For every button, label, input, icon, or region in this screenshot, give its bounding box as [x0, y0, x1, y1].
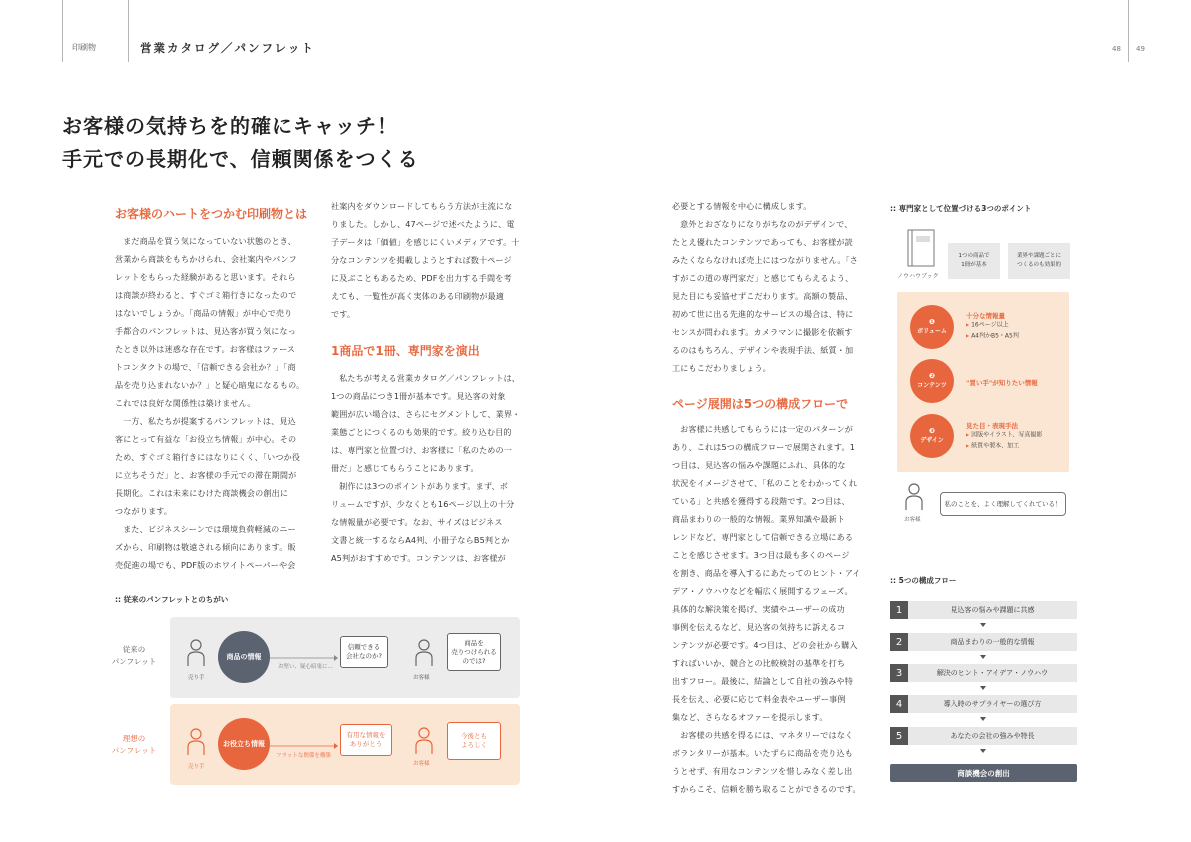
customer-icon	[414, 638, 434, 668]
body-line: はないでしょうか。「商品の情報」が中心で売り	[115, 308, 293, 318]
body-line: を割き、商品を導入するにあたってのヒント・アイ	[672, 568, 861, 578]
body-line: に立ちそうだ」と、お客様の手元での滞在期間が	[115, 470, 297, 480]
flow-step-1: 1 見込客の悩みや課題に共感	[890, 601, 1077, 619]
body-line: 長を伝え、必要に応じて料金表やユーザー事例	[672, 694, 846, 704]
flow-arrow	[980, 717, 986, 721]
point1-text: 十分な情報量 ▶ 16ページ以上 ▶ A4判かB5・A5判	[966, 311, 1066, 341]
flow-arrow	[980, 749, 986, 753]
seller-icon	[186, 638, 206, 668]
body-line: 必要とする情報を中心に構成します。	[672, 201, 812, 211]
body-line: すればいいか、競合との比較検討の基準を打ち	[672, 658, 846, 668]
point3-circle: ❸ デザイン	[910, 414, 954, 458]
body-line: 工にもこだわりましょう。	[672, 363, 771, 373]
point2-circle: ❷ コンテンツ	[910, 359, 954, 403]
col3-body	[672, 197, 864, 377]
header-divider	[62, 0, 63, 62]
body-line: 集など、さらなるオファーを提示します。	[672, 712, 828, 722]
body-line: は商談が終わると、すぐゴミ箱行きになったので	[115, 290, 297, 300]
point3-text: 見た目・表現手法 ▶ 図版やイラスト、写真撮影 ▶ 紙質や製本、加工	[966, 421, 1066, 451]
new-circle: お役立ち情報	[218, 718, 270, 770]
body-line: えても、一覧性が高く実体のある印刷物が最適	[331, 291, 505, 301]
body-line: 客にとって有益な「お役立ち情報」が中心。その	[115, 434, 297, 444]
body-line: は、専門家と位置づけ、お客様に「私のための一	[331, 445, 513, 455]
section3-heading: ページ展開は5つの構成フローで	[672, 397, 849, 411]
body-line: 子データは「価値」を感じにくいメディアです。十	[331, 237, 520, 247]
header-divider	[128, 0, 129, 62]
section1-body	[115, 232, 305, 574]
body-line: 見た目にも妥協せずこだわります。高額の製品、	[672, 291, 853, 301]
new-customer-label: お客様	[413, 761, 430, 767]
header-title: 営業カタログ／パンフレット	[140, 41, 315, 55]
body-line: に及ぶこともあるため、PDFを出力する手間を考	[331, 273, 512, 283]
body-line: 範囲が広い場合は、さらにセグメントして、業界・	[331, 409, 521, 419]
body-line: 手都合のパンフレットは、見込客が買う気になっ	[115, 326, 296, 336]
body-line: ことを感じさせます。3つ目は最も多くのページ	[672, 550, 850, 560]
customer-icon	[904, 482, 924, 512]
body-line: 営業から商談をもちかけられ、会社案内やパンフ	[115, 254, 297, 264]
body-line: リュームですが、少なくとも16ページ以上の十分	[331, 499, 515, 509]
body-line: 冊だ」と感じてもらうことにあります。	[331, 463, 479, 473]
body-line: 商品まわりの一般的な情報。業界知識や最新ト	[672, 514, 846, 524]
body-line: 業態ごとにつくるのも効果的です。絞り込む目的	[331, 427, 512, 437]
body-line: つながります。	[115, 506, 173, 516]
body-line: ンテンツが必要です。4つ目は、どの会社から購入	[672, 640, 858, 650]
body-line: るのはもちろん、デザインや表現手法、紙質・加	[672, 345, 854, 355]
body-line: 売促進の場でも、PDF版のホワイトペーパーや会	[115, 560, 296, 570]
headline-line2: 手元での長期化で、信頼関係をつくる	[62, 147, 419, 171]
section2-heading: 1商品で1冊、専門家を演出	[331, 344, 480, 358]
body-line: 事例を伝えるなど、見込客の気持ちに訴えるコ	[672, 622, 846, 632]
section2-body	[331, 369, 526, 567]
body-line: すからこそ、信頼を勝ち取ることができるのです。	[672, 784, 861, 794]
points-customer-quote: 私のことを、よく理解してくれている！	[940, 492, 1066, 516]
body-line: 一方、私たちが提案するパンフレットは、見込	[123, 416, 296, 426]
body-line: また、ビジネスシーンでは環境負荷軽減のニー	[123, 524, 296, 534]
points-box1: 1つの商品で 1冊が基本	[948, 243, 1000, 279]
header-category: 印刷物	[72, 43, 96, 52]
customer-icon	[414, 726, 434, 756]
new-arrow	[270, 742, 338, 750]
new-label: 理想の パンフレット	[111, 734, 157, 755]
old-note: お堅い、疑心暗鬼に…	[278, 664, 334, 670]
points-box2: 業界や課題ごとに つくるのも効果的	[1008, 243, 1070, 279]
body-line: 1つの商品につき1冊が基本です。見込客の対象	[331, 391, 506, 401]
flow-title: :: 5つの構成フロー	[890, 576, 957, 585]
new-note: フラットな関係を構築	[276, 753, 331, 759]
old-label: 従来の パンフレット	[111, 645, 157, 666]
body-line: みたくならなければ売上にはつながりません。「さ	[672, 255, 859, 265]
points-customer-label: お客様	[904, 517, 921, 523]
page-number-right: 49	[1136, 45, 1145, 53]
body-line: ボランタリーが基本。いたずらに商品を売り込も	[672, 748, 854, 758]
new-bubble2: 今後とも よろしく	[447, 722, 501, 760]
body-line: まだ商品を買う気になっていない状態のとき、	[123, 236, 296, 246]
body-line: 長期化。これは未来にむけた商談機会の創出に	[115, 488, 289, 498]
body-line: ている」と共感を獲得する段階です。2つ目は、	[672, 496, 850, 506]
body-line: センスが問われます。カメラマンに撮影を依頼す	[672, 327, 853, 337]
col2-body	[331, 197, 526, 323]
body-line: たとえ優れたコンテンツであっても、お客様が読	[672, 237, 853, 247]
body-line: ズから、印刷物は敬遠される傾向にあります。販	[115, 542, 296, 552]
body-line: です。	[331, 309, 356, 319]
old-bubble2: 商品を 売りつけられる のでは?	[447, 633, 501, 671]
book-label: ノウハウブック	[897, 273, 939, 280]
flow-arrow	[980, 655, 986, 659]
body-line: 私たちが考える営業カタログ／パンフレットは、	[339, 373, 521, 383]
old-circle: 商品の情報	[218, 631, 270, 683]
comparison-title: :: 従来のパンフレットとのちがい	[115, 595, 229, 604]
body-line: つ目は、見込客の悩みや課題にふれ、具体的な	[672, 460, 846, 470]
body-line: レットをもらった経験があると思います。それら	[115, 272, 296, 282]
flow-arrow	[980, 686, 986, 690]
body-line: すがこの道の専門家だ」と感じてもらえるよう、	[672, 273, 854, 283]
section3-body	[672, 420, 864, 798]
body-line: あり、これは5つの構成フローで展開されます。1	[672, 442, 856, 452]
point1-circle: ❶ ボリューム	[910, 305, 954, 349]
flow-step-4: 4 導入時のサプライヤーの選び方	[890, 695, 1077, 713]
new-seller-label: 売り手	[188, 764, 205, 770]
old-arrow	[270, 654, 338, 662]
body-line: 文書と統一するならA4判、小冊子ならB5判とか	[331, 535, 510, 545]
body-line: うとせず、有用なコンテンツを惜しみなく差し出	[672, 766, 853, 776]
body-line: たとき以外は迷惑な存在です。お客様はファース	[115, 344, 296, 354]
body-line: 具体的な解決策を掲げ、実績やユーザーの成功	[672, 604, 845, 614]
body-line: りました。しかし、47ページで述べたように、電	[331, 219, 515, 229]
flow-final: 商談機会の創出	[890, 764, 1077, 782]
body-line: デア・ノウハウなどを幅広く展開するフェーズ。	[672, 586, 853, 596]
book-icon	[906, 228, 936, 268]
body-line: お客様に共感してもらうには一定のパターンが	[680, 424, 854, 434]
flow-step-5: 5 あなたの会社の強みや特長	[890, 727, 1077, 745]
old-customer-label: お客様	[413, 675, 430, 681]
body-line: 社案内をダウンロードしてもらう方法が主流にな	[331, 201, 513, 211]
body-line: 意外とおざなりになりがちなのがデザインで、	[680, 219, 853, 229]
body-line: 制作には3つのポイントがあります。まず、ボ	[339, 481, 508, 491]
body-line: トコンタクトの場で、「信頼できる会社か？」「商	[115, 362, 296, 372]
old-bubble1: 信頼できる 会社なのか?	[340, 636, 388, 668]
new-bubble1: 有用な情報を ありがとう	[340, 724, 392, 756]
body-line: 出すフロー。最後に、結論として自社の強みや特	[672, 676, 854, 686]
flow-arrow	[980, 623, 986, 627]
body-line: これでは良好な関係性は築けません。	[115, 398, 256, 408]
body-line: 初めて世に出る先進的なサービスの場合は、特に	[672, 309, 854, 319]
body-line: A5判がおすすめです。コンテンツは、お客様が	[331, 553, 506, 563]
seller-icon	[186, 727, 206, 757]
body-line: レンドなど、専門家として信頼できる立場にある	[672, 532, 854, 542]
flow-step-3: 3 解決のヒント・アイデア・ノウハウ	[890, 664, 1077, 682]
body-line: お客様の共感を得るには、マネタリーではなく	[680, 730, 854, 740]
body-line: な情報量が必要です。なお、サイズはビジネス	[331, 517, 503, 527]
body-line: 品を売り込まれないか？」と疑心暗鬼になるもの。	[115, 380, 305, 390]
body-line: 状況をイメージさせて、「私のことをわかってくれ	[672, 478, 858, 488]
page-number-left: 48	[1112, 45, 1121, 53]
old-seller-label: 売り手	[188, 675, 205, 681]
flow-step-2: 2 商品まわりの一般的な情報	[890, 633, 1077, 651]
points-title: :: 専門家として位置づける3つのポイント	[890, 204, 1032, 213]
headline-line1: お客様の気持ちを的確にキャッチ！	[62, 114, 398, 138]
section1-heading: お客様のハートをつかむ印刷物とは	[115, 207, 308, 221]
header-divider	[1128, 0, 1129, 62]
body-line: 分なコンテンツを掲載しようとすれば数十ページ	[331, 255, 512, 265]
point2-text: "買い手"が知りたい情報	[966, 379, 1038, 387]
body-line: ため、すぐゴミ箱行きにはなりにくく、「いつか役	[115, 452, 301, 462]
